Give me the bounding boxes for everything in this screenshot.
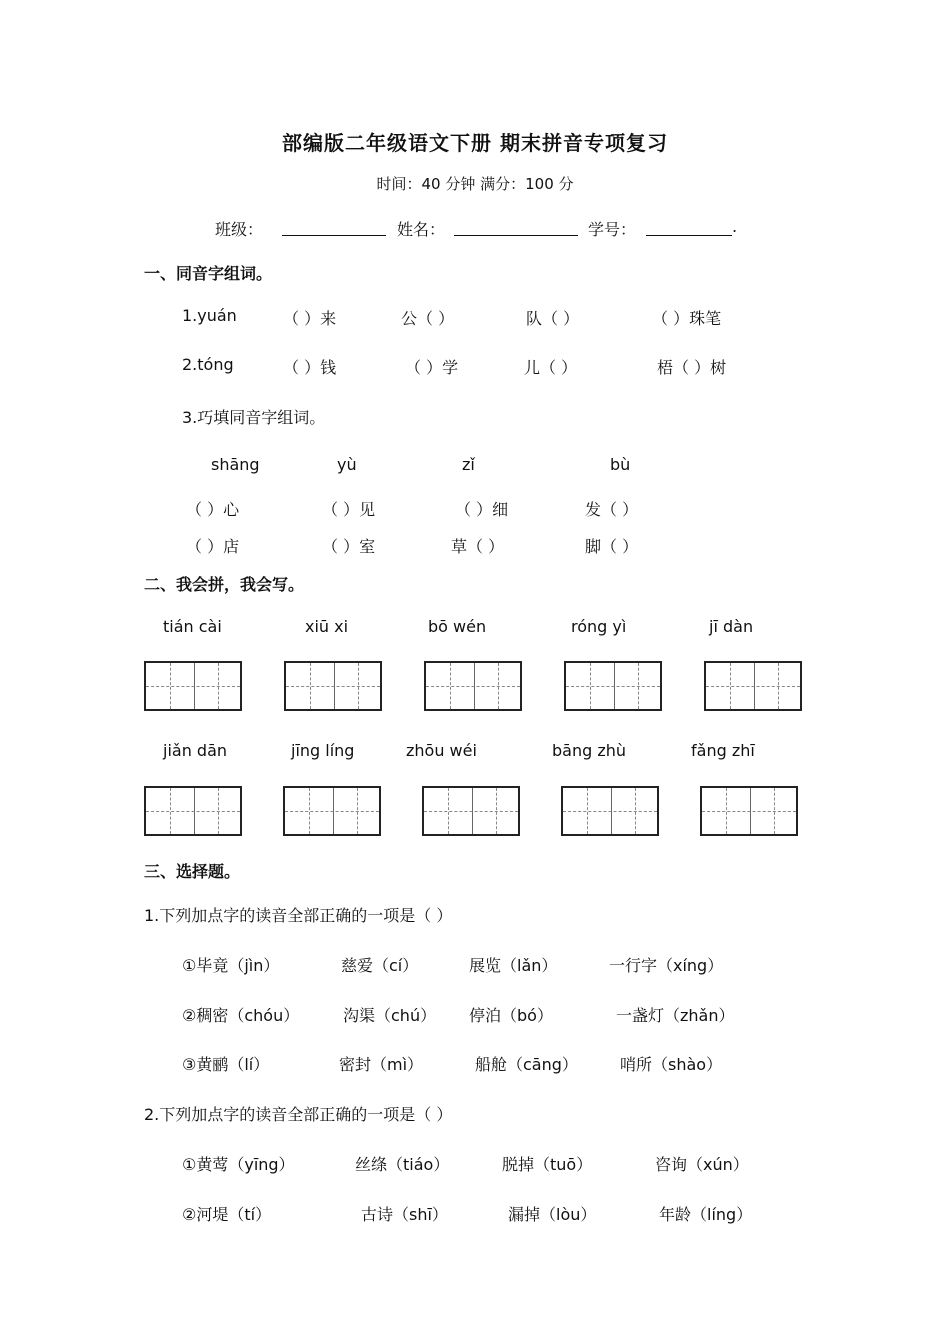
mc-option: 咨询（xún） — [655, 1155, 749, 1174]
pinyin-word: xiū xi — [305, 617, 349, 636]
q3-item: 脚（ ） — [585, 537, 639, 556]
writing-grid[interactable] — [144, 786, 242, 836]
q3-item: （ ）心 — [186, 500, 240, 519]
q1-item: （ ）珠笔 — [652, 309, 722, 328]
q3-item: （ ）见 — [322, 500, 376, 519]
pinyin-word: jiǎn dān — [163, 741, 228, 760]
mc-option: 慈爱（cí） — [341, 956, 419, 975]
writing-grid[interactable] — [564, 661, 662, 711]
q3-item: （ ）细 — [455, 500, 509, 519]
q3-item: （ ）室 — [322, 537, 376, 556]
pinyin-word: fǎng zhī — [691, 741, 755, 760]
pinyin-word: bāng zhù — [552, 741, 627, 760]
mc-option: ②河堤（tí） — [182, 1205, 272, 1224]
q1-item: （ ）来 — [283, 309, 337, 328]
q2-item: 儿（ ） — [524, 358, 578, 377]
q2-label: 2.tóng — [182, 355, 234, 374]
class-field[interactable] — [282, 217, 386, 236]
writing-grid[interactable] — [424, 661, 522, 711]
pinyin-word: jī dàn — [709, 617, 754, 636]
id-end: . — [732, 217, 738, 236]
q1-label: 1.yuán — [182, 306, 237, 325]
q3-item: 发（ ） — [585, 500, 639, 519]
mc-option: 哨所（shào） — [620, 1055, 723, 1074]
section1-heading: 一、同音字组词。 — [144, 264, 273, 283]
writing-grid[interactable] — [283, 786, 381, 836]
pinyin-word: róng yì — [571, 617, 627, 636]
writing-grid[interactable] — [704, 661, 802, 711]
mc-question-2: 2.下列加点字的读音全部正确的一项是（ ） — [144, 1105, 453, 1124]
mc-option: ②稠密（chóu） — [182, 1006, 300, 1025]
mc-option: 丝绦（tiáo） — [355, 1155, 450, 1174]
mc-option: 沟渠（chú） — [343, 1006, 437, 1025]
class-label: 班级： — [215, 220, 264, 239]
id-field[interactable] — [646, 217, 732, 236]
q1-item: 公（ ） — [401, 309, 455, 328]
mc-question-1: 1.下列加点字的读音全部正确的一项是（ ） — [144, 906, 453, 925]
mc-option: 漏掉（lòu） — [508, 1205, 597, 1224]
mc-option: 年龄（líng） — [659, 1205, 753, 1224]
mc-option: 船舱（cāng） — [475, 1055, 578, 1074]
name-label: 姓名： — [397, 220, 446, 239]
q3-pinyin: bù — [610, 455, 631, 474]
writing-grid[interactable] — [700, 786, 798, 836]
q1-item: 队（ ） — [526, 309, 580, 328]
q3-pinyin: shāng — [211, 455, 260, 474]
mc-option: ③黄鹂（lí） — [182, 1055, 270, 1074]
mc-option: 一行字（xíng） — [609, 956, 724, 975]
page-title: 部编版二年级语文下册 期末拼音专项复习 — [282, 131, 668, 155]
mc-option: 脱掉（tuō） — [502, 1155, 593, 1174]
mc-option: 一盏灯（zhǎn） — [616, 1006, 735, 1025]
mc-option: 展览（lǎn） — [469, 956, 558, 975]
q3-item: 草（ ） — [451, 537, 505, 556]
mc-option: 停泊（bó） — [469, 1006, 553, 1025]
q2-item: （ ）学 — [405, 358, 459, 377]
mc-option: ①黄莺（yīng） — [182, 1155, 295, 1174]
q3-pinyin: yù — [337, 455, 357, 474]
q2-item: （ ）钱 — [283, 358, 337, 377]
pinyin-word: zhōu wéi — [406, 741, 477, 760]
q3-label: 3.巧填同音字组词。 — [182, 408, 326, 427]
mc-option: 古诗（shī） — [361, 1205, 448, 1224]
section3-heading: 三、选择题。 — [144, 862, 241, 881]
writing-grid[interactable] — [284, 661, 382, 711]
pinyin-word: tián cài — [163, 617, 222, 636]
writing-grid[interactable] — [144, 661, 242, 711]
mc-option: ①毕竟（jìn） — [182, 956, 280, 975]
q3-pinyin: zǐ — [462, 455, 475, 474]
name-field[interactable] — [454, 217, 578, 236]
writing-grid[interactable] — [561, 786, 659, 836]
id-label: 学号： — [588, 220, 637, 239]
mc-option: 密封（mì） — [339, 1055, 424, 1074]
pinyin-word: jīng líng — [291, 741, 355, 760]
q3-item: （ ）店 — [186, 537, 240, 556]
section2-heading: 二、我会拼，我会写。 — [144, 575, 305, 594]
exam-time-score: 时间：40 分钟 满分：100 分 — [376, 175, 574, 193]
writing-grid[interactable] — [422, 786, 520, 836]
q2-item: 梧（ ）树 — [657, 358, 727, 377]
pinyin-word: bō wén — [428, 617, 487, 636]
